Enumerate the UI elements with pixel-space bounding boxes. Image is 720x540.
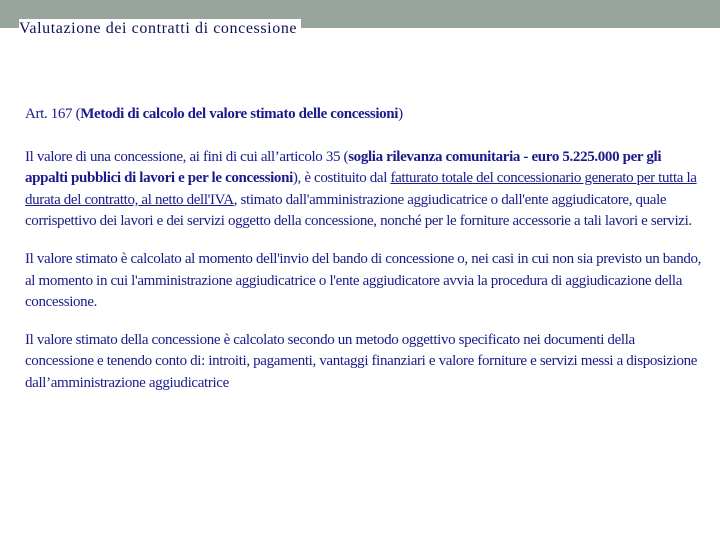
article-number: Art. 167 ( xyxy=(25,106,81,122)
article-heading xyxy=(25,104,703,126)
paragraph-value-definition xyxy=(25,147,703,233)
paragraph-calculation-method: Il valore stimato della concessione è calcolato secondo un metodo oggettivo specificato nei documenti della concessione e tenendo conto di: introiti, pagamenti, vantaggi finanziari e valore forniture e servizi messi a disposizione dall’amministrazione aggiudicatrice xyxy=(25,331,698,391)
slide-body xyxy=(25,104,703,395)
slide-title: Valutazione dei contratti di concessione xyxy=(19,19,301,39)
paragraph-calculation-moment: Il valore stimato è calcolato al momento dell'invio del bando di concessione o, nei casi in cui non sia previsto un bando, al momento in cui l'amministrazione aggiudicatrice o l'ente aggiudicatore avvia la procedura di aggiudicazione della concessione. xyxy=(25,250,702,311)
article-heading-close: ) xyxy=(398,106,403,122)
paragraph1-mid: ), è costituito dal xyxy=(292,170,391,187)
paragraph1-intro: Il valore di una concessione, ai fini di cui all’articolo 35 ( xyxy=(25,148,349,165)
paragraph1-rest: , stimato dall'amministrazione aggiudicatrice o dall'ente aggiudicatore, quale corrispettivo dei lavori e dei servizi oggetto della concessione, nonché per le forniture accessorie a tali lavori e servizi. xyxy=(25,191,692,230)
turnover-key-phrase: fatturato totale del concessionario generato per tutta la durata del contratto, al netto dell'IVA xyxy=(25,170,697,208)
article-title: Metodi di calcolo del valore stimato delle concessioni xyxy=(80,106,399,122)
threshold-text: soglia rilevanza comunitaria - euro 5.225.000 per gli appalti pubblici di lavori e per le concessioni xyxy=(25,148,662,187)
